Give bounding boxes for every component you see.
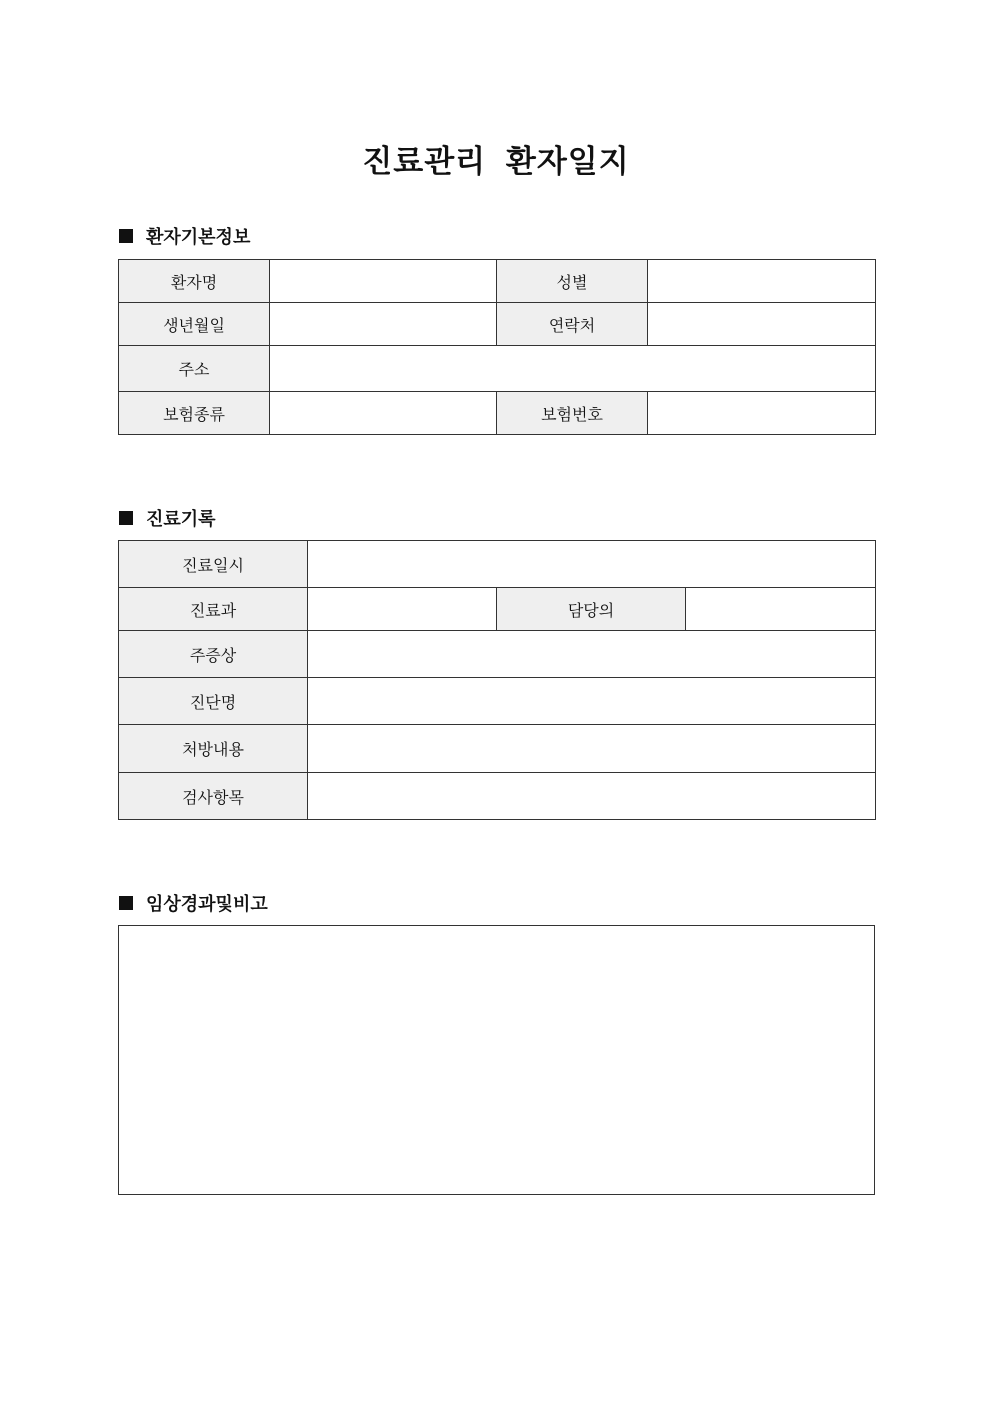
section-heading-treatment-record [119, 505, 216, 531]
doctor-field[interactable] [686, 588, 876, 631]
section-heading-patient-info [119, 223, 250, 249]
section-heading-clinical-notes [119, 890, 268, 916]
clinical-notes-field[interactable] [118, 925, 875, 1195]
label-birth-date: 생년월일 [119, 303, 270, 346]
square-bullet-icon [119, 896, 133, 910]
diagnosis-field[interactable] [308, 678, 876, 725]
label-treatment-datetime: 진료일시 [119, 541, 308, 588]
label-prescription: 처방내용 [119, 725, 308, 773]
square-bullet-icon [119, 229, 133, 243]
page-title: 진료관리 환자일지 [362, 144, 630, 180]
section-heading-label: 임상경과및비고 [146, 894, 268, 915]
patient-info-table [118, 259, 876, 435]
label-contact: 연락처 [497, 303, 648, 346]
label-patient-name: 환자명 [119, 260, 270, 303]
label-department: 진료과 [119, 588, 308, 631]
label-gender: 성별 [497, 260, 648, 303]
table-row [119, 392, 876, 435]
treatment-record-table [118, 540, 876, 820]
table-row [119, 588, 876, 631]
label-diagnosis: 진단명 [119, 678, 308, 725]
table-row [119, 725, 876, 773]
table-row [119, 631, 876, 678]
treatment-datetime-field[interactable] [308, 541, 876, 588]
prescription-field[interactable] [308, 725, 876, 773]
insurance-type-field[interactable] [270, 392, 497, 435]
chief-complaint-field[interactable] [308, 631, 876, 678]
address-field[interactable] [270, 346, 876, 392]
label-tests: 검사항목 [119, 773, 308, 820]
table-row [119, 678, 876, 725]
birth-date-field[interactable] [270, 303, 497, 346]
contact-field[interactable] [648, 303, 876, 346]
table-row [119, 260, 876, 303]
patient-name-field[interactable] [270, 260, 497, 303]
label-chief-complaint: 주증상 [119, 631, 308, 678]
label-insurance-type: 보험종류 [119, 392, 270, 435]
label-doctor: 담당의 [497, 588, 686, 631]
insurance-number-field[interactable] [648, 392, 876, 435]
table-row [119, 346, 876, 392]
section-heading-label: 진료기록 [146, 509, 216, 530]
department-field[interactable] [308, 588, 497, 631]
table-row [119, 541, 876, 588]
table-row [119, 773, 876, 820]
square-bullet-icon [119, 511, 133, 525]
label-insurance-number: 보험번호 [497, 392, 648, 435]
tests-field[interactable] [308, 773, 876, 820]
gender-field[interactable] [648, 260, 876, 303]
table-row [119, 303, 876, 346]
label-address: 주소 [119, 346, 270, 392]
section-heading-label: 환자기본정보 [146, 227, 251, 248]
